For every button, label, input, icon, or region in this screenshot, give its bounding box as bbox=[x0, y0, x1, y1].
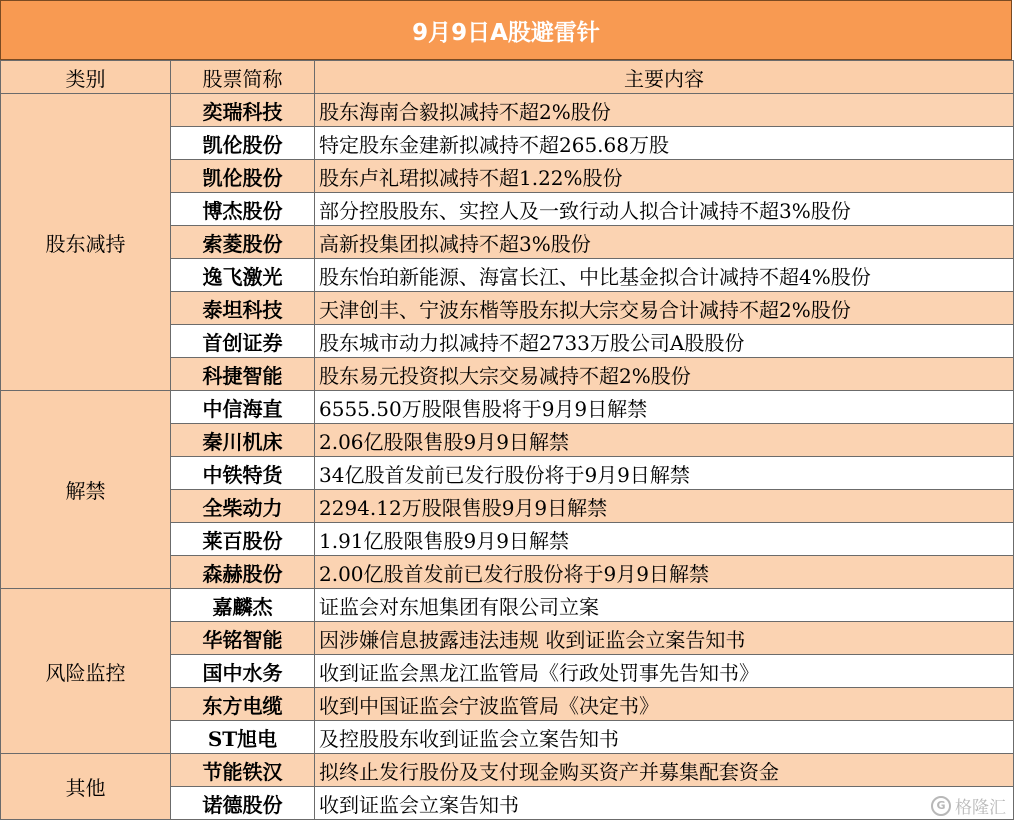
stock-name-cell: 科捷智能 bbox=[171, 358, 315, 391]
header-category: 类别 bbox=[1, 61, 171, 94]
content-cell: 因涉嫌信息披露违法违规 收到证监会立案告知书 bbox=[315, 622, 1014, 655]
stock-name-cell: 森赫股份 bbox=[171, 556, 315, 589]
content-cell: 股东卢礼珺拟减持不超1.22%股份 bbox=[315, 160, 1014, 193]
stock-name-cell: 泰坦科技 bbox=[171, 292, 315, 325]
content-cell: 及控股股东收到证监会立案告知书 bbox=[315, 721, 1014, 754]
risk-table bbox=[0, 60, 1014, 820]
content-cell: 2294.12万股限售股9月9日解禁 bbox=[315, 490, 1014, 523]
content-cell: 6555.50万股限售股将于9月9日解禁 bbox=[315, 391, 1014, 424]
stock-name-cell: ST旭电 bbox=[171, 721, 315, 754]
page-title: 9月9日A股避雷针 bbox=[0, 0, 1012, 60]
stock-name-cell: 全柴动力 bbox=[171, 490, 315, 523]
category-cell: 其他 bbox=[1, 754, 171, 820]
stock-name-cell: 华铭智能 bbox=[171, 622, 315, 655]
stock-name-cell: 国中水务 bbox=[171, 655, 315, 688]
stock-name-cell: 嘉麟杰 bbox=[171, 589, 315, 622]
content-cell: 特定股东金建新拟减持不超265.68万股 bbox=[315, 127, 1014, 160]
stock-name-cell: 莱百股份 bbox=[171, 523, 315, 556]
content-cell: 股东怡珀新能源、海富长江、中比基金拟合计减持不超4%股份 bbox=[315, 259, 1014, 292]
table-row bbox=[1, 94, 1014, 127]
content-cell: 34亿股首发前已发行股份将于9月9日解禁 bbox=[315, 457, 1014, 490]
stock-name-cell: 凯伦股份 bbox=[171, 127, 315, 160]
header-row bbox=[1, 61, 1014, 94]
stock-name-cell: 奕瑞科技 bbox=[171, 94, 315, 127]
stock-name-cell: 逸飞激光 bbox=[171, 259, 315, 292]
content-cell: 部分控股股东、实控人及一致行动人拟合计减持不超3%股份 bbox=[315, 193, 1014, 226]
stock-name-cell: 中信海直 bbox=[171, 391, 315, 424]
stock-name-cell: 中铁特货 bbox=[171, 457, 315, 490]
content-cell: 1.91亿股限售股9月9日解禁 bbox=[315, 523, 1014, 556]
content-cell: 2.00亿股首发前已发行股份将于9月9日解禁 bbox=[315, 556, 1014, 589]
content-cell: 天津创丰、宁波东楷等股东拟大宗交易合计减持不超2%股份 bbox=[315, 292, 1014, 325]
stock-name-cell: 博杰股份 bbox=[171, 193, 315, 226]
stock-name-cell: 凯伦股份 bbox=[171, 160, 315, 193]
category-cell: 股东减持 bbox=[1, 94, 171, 391]
content-cell: 股东海南合毅拟减持不超2%股份 bbox=[315, 94, 1014, 127]
table-body bbox=[1, 94, 1014, 820]
content-cell: 收到证监会黑龙江监管局《行政处罚事先告知书》 bbox=[315, 655, 1014, 688]
content-cell: 拟终止发行股份及支付现金购买资产并募集配套资金 bbox=[315, 754, 1014, 787]
header-content: 主要内容 bbox=[315, 61, 1014, 94]
content-cell: 高新投集团拟减持不超3%股份 bbox=[315, 226, 1014, 259]
watermark-text: 格隆汇 bbox=[955, 798, 1006, 818]
table-row bbox=[1, 754, 1014, 787]
gelonghui-logo-icon: G bbox=[931, 796, 951, 816]
category-cell: 风险监控 bbox=[1, 589, 171, 754]
stock-name-cell: 索菱股份 bbox=[171, 226, 315, 259]
content-cell: 收到证监会立案告知书 bbox=[315, 787, 1014, 820]
category-cell: 解禁 bbox=[1, 391, 171, 589]
table-row bbox=[1, 589, 1014, 622]
stock-name-cell: 首创证券 bbox=[171, 325, 315, 358]
stock-name-cell: 节能铁汉 bbox=[171, 754, 315, 787]
header-stock-name: 股票简称 bbox=[171, 61, 315, 94]
table-row bbox=[1, 391, 1014, 424]
watermark bbox=[931, 793, 1006, 818]
content-cell: 股东城市动力拟减持不超2733万股公司A股股份 bbox=[315, 325, 1014, 358]
stock-name-cell: 秦川机床 bbox=[171, 424, 315, 457]
content-cell: 证监会对东旭集团有限公司立案 bbox=[315, 589, 1014, 622]
content-cell: 2.06亿股限售股9月9日解禁 bbox=[315, 424, 1014, 457]
stock-name-cell: 诺德股份 bbox=[171, 787, 315, 820]
stock-name-cell: 东方电缆 bbox=[171, 688, 315, 721]
content-cell: 收到中国证监会宁波监管局《决定书》 bbox=[315, 688, 1014, 721]
content-cell: 股东易元投资拟大宗交易减持不超2%股份 bbox=[315, 358, 1014, 391]
